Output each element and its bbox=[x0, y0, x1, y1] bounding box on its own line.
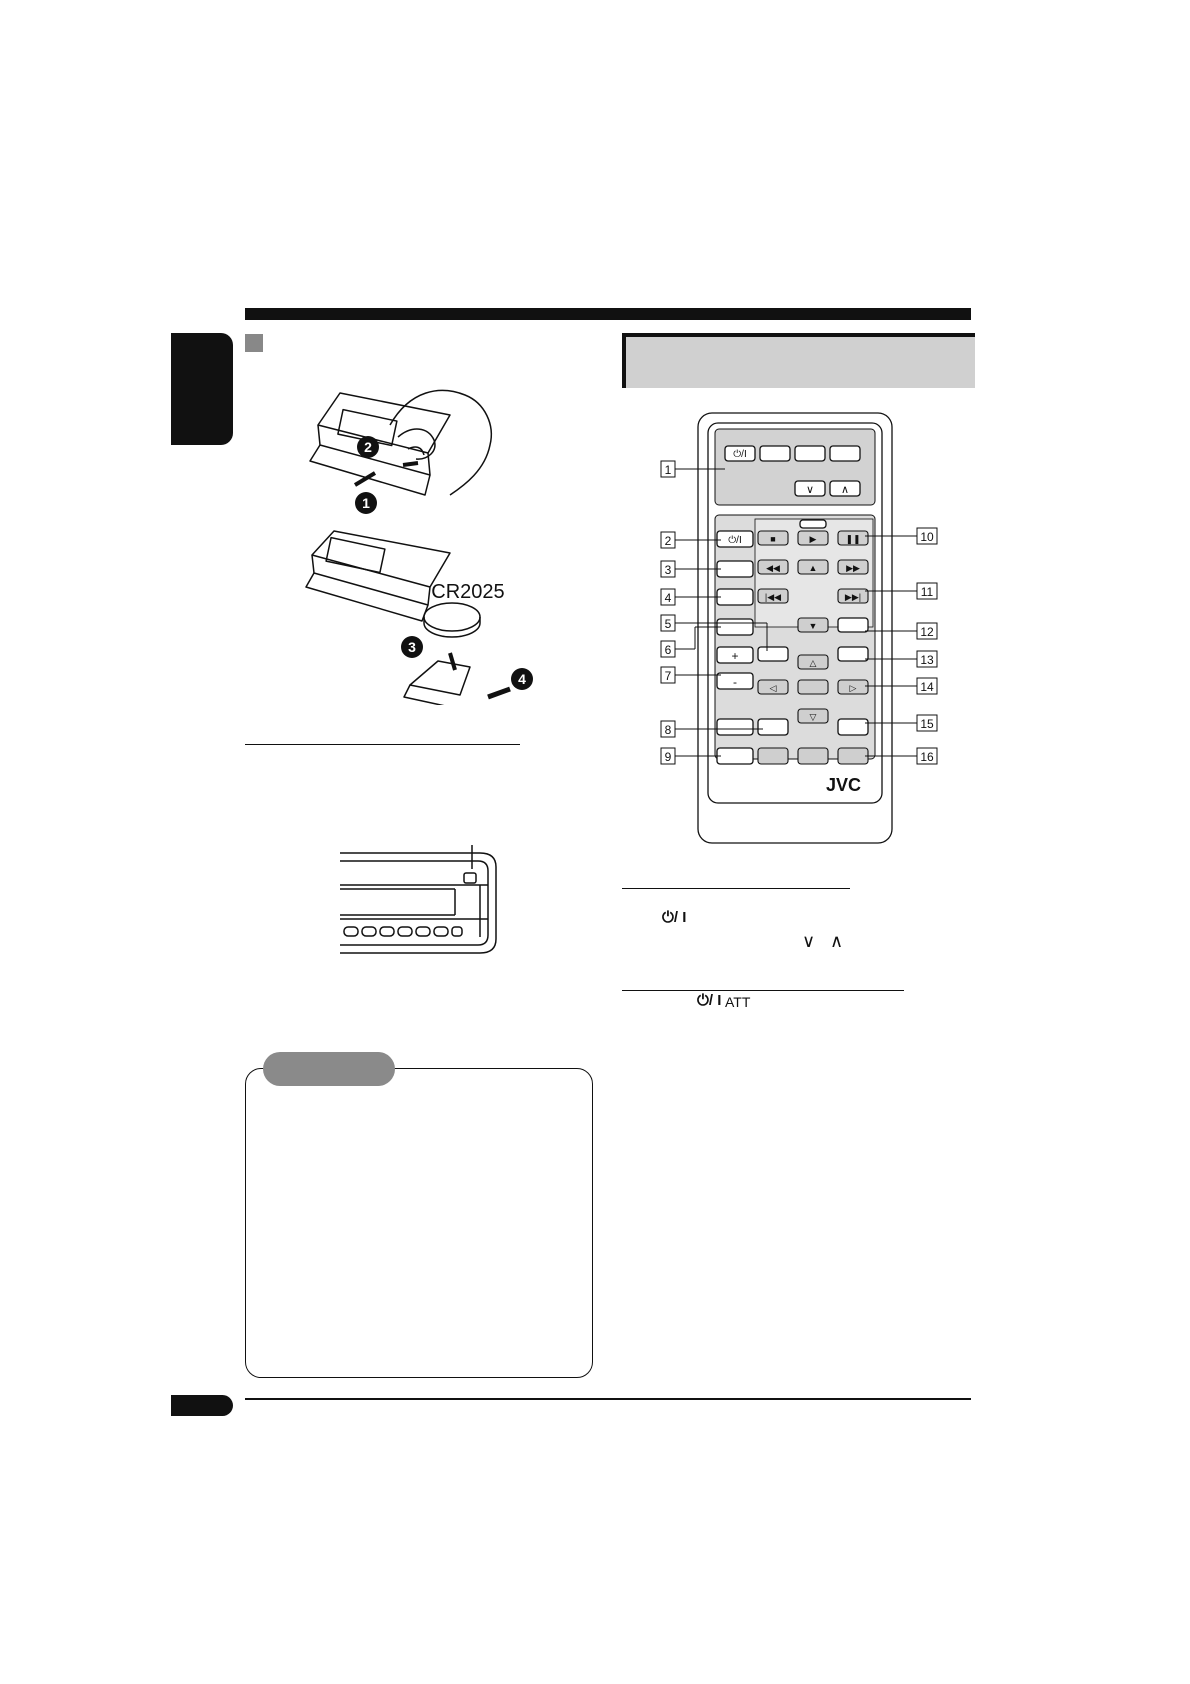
callout-14: 14 bbox=[920, 680, 934, 694]
svg-text:-: - bbox=[733, 675, 737, 689]
remote-control-diagram bbox=[655, 405, 940, 855]
callout-3: 3 bbox=[664, 563, 672, 577]
top-rule bbox=[245, 308, 971, 320]
callout-1: 1 bbox=[664, 463, 672, 477]
svg-text:⏻/I: ⏻/I bbox=[728, 535, 742, 546]
step-marker-3 bbox=[401, 636, 423, 658]
callout-7: 7 bbox=[664, 669, 672, 683]
callout-10: 10 bbox=[920, 530, 934, 544]
page-number-tab bbox=[171, 1395, 233, 1416]
svg-text:❚❚: ❚❚ bbox=[845, 534, 861, 544]
svg-text:▷: ▷ bbox=[849, 683, 857, 693]
step-marker-4 bbox=[511, 668, 533, 690]
bottom-rule bbox=[245, 1398, 971, 1400]
callout-9: 9 bbox=[664, 750, 672, 764]
callout-4: 4 bbox=[664, 591, 672, 605]
callout-12: 12 bbox=[920, 625, 934, 639]
power-icon: ⏻/ I bbox=[662, 909, 687, 926]
callout-13: 13 bbox=[920, 653, 934, 667]
callout-16: 16 bbox=[920, 750, 934, 764]
battery-replacement-illustration bbox=[300, 385, 540, 705]
step-marker-2 bbox=[357, 436, 379, 458]
callout-15: 15 bbox=[920, 717, 934, 731]
callout-2: 2 bbox=[664, 534, 672, 548]
svg-text:4: 4 bbox=[518, 671, 526, 687]
svg-text:∧: ∧ bbox=[840, 484, 850, 496]
svg-text:∨: ∨ bbox=[805, 484, 815, 496]
right-section-rule-2 bbox=[622, 990, 904, 991]
control-panel-illustration bbox=[340, 845, 500, 955]
caution-box bbox=[245, 1068, 593, 1378]
svg-text:▶▶|: ▶▶| bbox=[844, 592, 862, 602]
svg-text:1: 1 bbox=[362, 495, 370, 511]
callout-11: 11 bbox=[920, 585, 934, 599]
svg-text:2: 2 bbox=[364, 439, 372, 455]
svg-text:◁: ◁ bbox=[769, 683, 777, 693]
svg-text:+: + bbox=[731, 649, 739, 663]
callout-6: 6 bbox=[664, 643, 672, 657]
svg-text:3: 3 bbox=[408, 639, 416, 655]
svg-text:|◀◀: |◀◀ bbox=[764, 592, 782, 602]
section-square-bullet bbox=[245, 334, 263, 352]
svg-text:◀◀: ◀◀ bbox=[766, 563, 780, 573]
chevron-down-icon: ∨ bbox=[802, 931, 816, 951]
step-marker-1 bbox=[355, 492, 377, 514]
chevron-up-icon: ∧ bbox=[830, 931, 844, 951]
callout-5: 5 bbox=[664, 617, 672, 631]
att-label: ATT bbox=[725, 994, 751, 1010]
battery-type-label: CR2025 bbox=[431, 581, 505, 603]
svg-text:▲: ▲ bbox=[808, 563, 818, 573]
remote-brand-logo: JVC bbox=[825, 775, 861, 795]
svg-text:⏻/I: ⏻/I bbox=[733, 449, 747, 460]
power-icon-2: ⏻/ I bbox=[697, 992, 722, 1009]
caution-heading-pill bbox=[263, 1052, 395, 1086]
svg-text:▶▶: ▶▶ bbox=[846, 563, 860, 573]
left-section-rule bbox=[245, 744, 520, 745]
language-side-tab bbox=[171, 333, 233, 445]
svg-text:▽: ▽ bbox=[809, 712, 817, 722]
svg-text:▼: ▼ bbox=[808, 621, 818, 631]
svg-text:■: ■ bbox=[770, 534, 776, 544]
section-header-bar bbox=[622, 333, 975, 388]
svg-text:△: △ bbox=[809, 658, 817, 668]
svg-text:▶: ▶ bbox=[809, 534, 817, 544]
callout-8: 8 bbox=[664, 723, 672, 737]
right-section-rule-1 bbox=[622, 888, 850, 889]
